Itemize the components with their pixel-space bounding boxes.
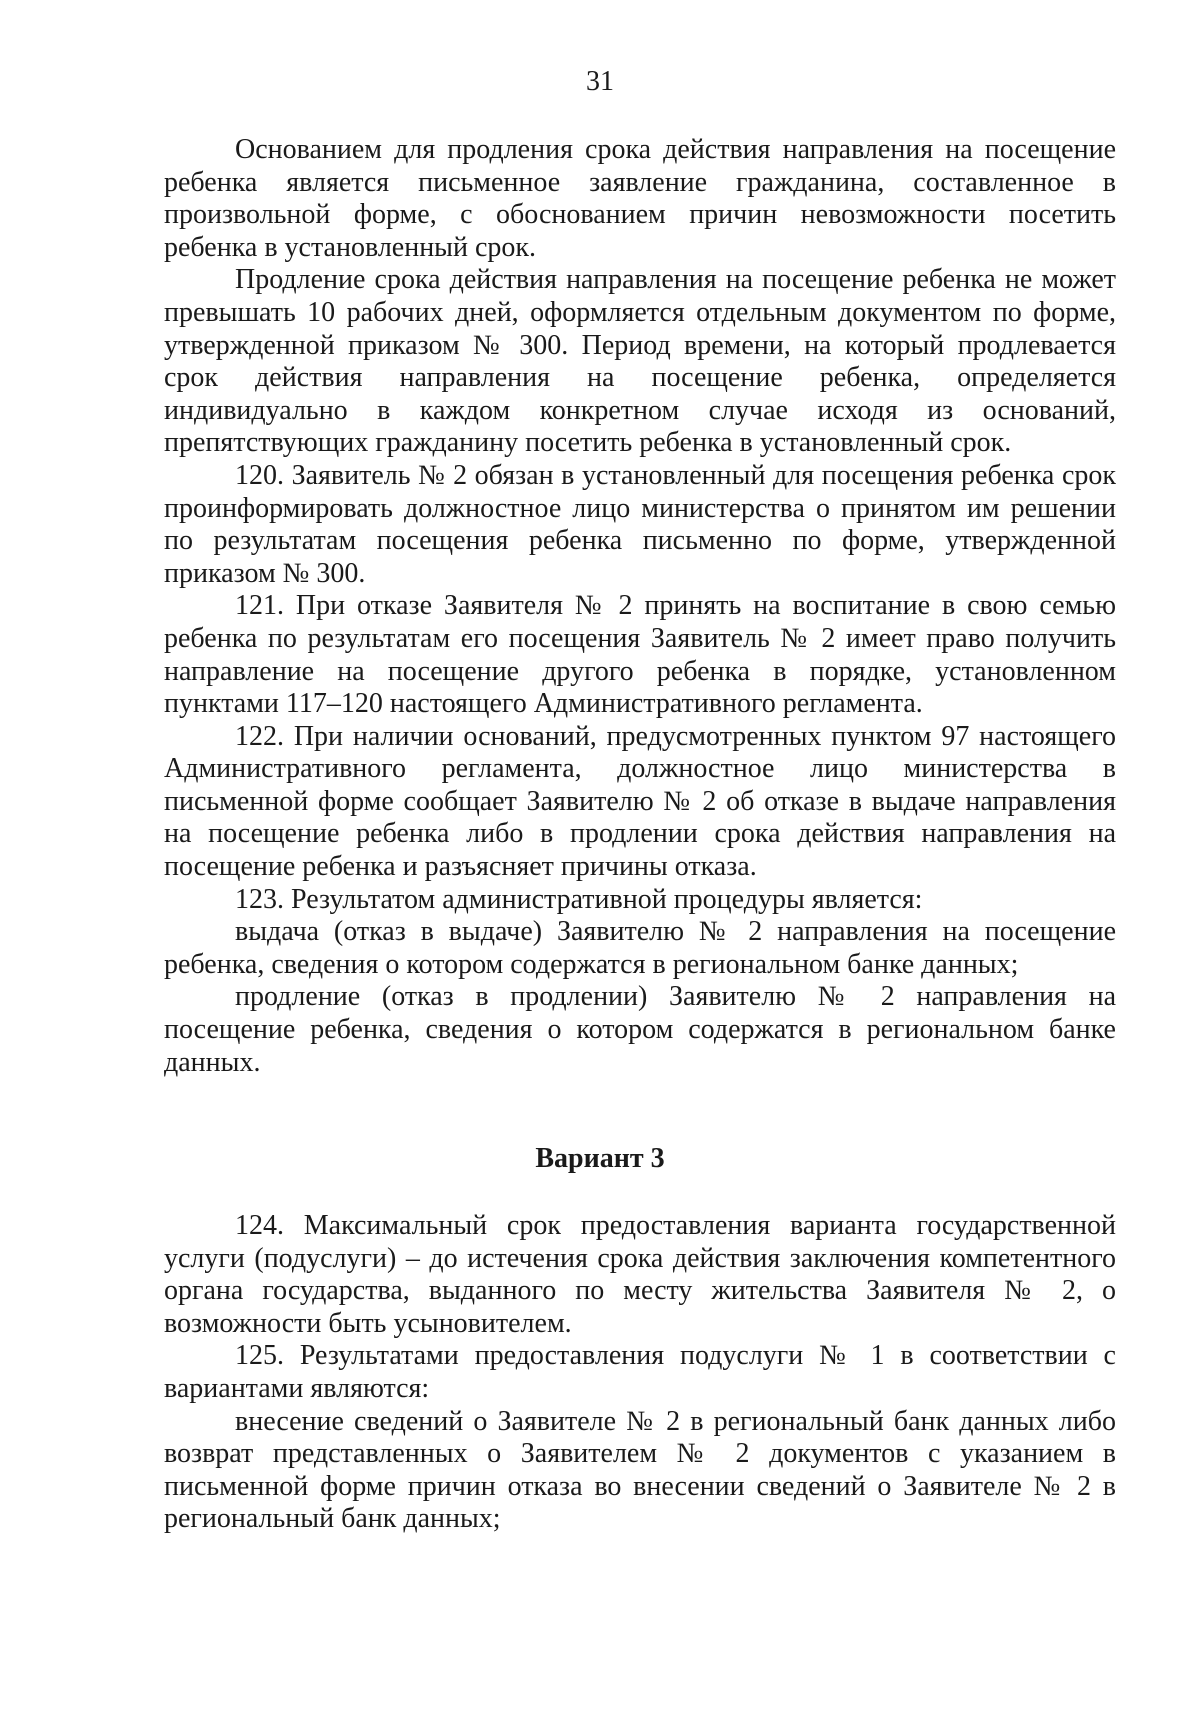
body-text-top <box>164 134 1116 1079</box>
page-number: 31 <box>586 66 614 97</box>
paragraph-123: 123. Результатом административной процедуры является: <box>235 883 923 915</box>
body-text-bottom <box>164 1210 1116 1536</box>
paragraph-extension-basis: Основанием для продления срока действия направления на посещение ребенка является письменное заявление гражданина, составленное в произвольной форме, с обоснованием причин невозможности посетить ребенка в установленный срок. <box>164 134 1116 263</box>
paragraph-124: 124. Максимальный срок предоставления варианта государственной услуги (подуслуги) – до истечения срока действия заключения компетентного органа государства, выданного по месту жительства Заявителя № 2, о возможности быть усыновителем. <box>164 1210 1116 1339</box>
paragraph-122: 122. При наличии оснований, предусмотренных пунктом 97 настоящего Административного регламента, должностное лицо министерства в письменной форме сообщает Заявителю № 2 об отказе в выдаче направления на посещение ребенка либо в продлении срока действия направления на посещение ребенка и разъясняет причины отказа. <box>164 720 1116 883</box>
paragraph-120: 120. Заявитель № 2 обязан в установленный для посещения ребенка срок проинформировать должностное лицо министерства о принятом им решении по результатам посещения ребенка письменно по форме, утвержденной приказом № 300. <box>164 459 1116 589</box>
section-heading-variant-3: Вариант 3 <box>535 1143 665 1174</box>
paragraph-125-result-entry: внесение сведений о Заявителе № 2 в региональный банк данных либо возврат представленных о Заявителем № 2 документов с указанием в письменной форме причин отказа во внесении сведений о Заявителе № 2 в региональный банк данных; <box>164 1405 1116 1535</box>
paragraph-125: 125. Результатами предоставления подуслуги № 1 в соответствии с вариантами являются: <box>164 1340 1116 1404</box>
paragraph-123-result-issue: выдача (отказ в выдаче) Заявителю № 2 направления на посещение ребенка, сведения о котором содержатся в региональном банке данных; <box>164 916 1116 980</box>
paragraph-123-result-extension: продление (отказ в продлении) Заявителю № 2 направления на посещение ребенка, сведения о котором содержатся в региональном банке данных. <box>164 981 1116 1078</box>
paragraph-extension-duration: Продление срока действия направления на посещение ребенка не может превышать 10 рабочих дней, оформляется отдельным документом по форме, утвержденной приказом № 300. Период времени, на который продлевается срок действия направления на посещение ребенка, определяется индивидуально в каждом конкретном случае исходя из оснований, препятствующих гражданину посетить ребенка в установленный срок. <box>164 264 1116 459</box>
paragraph-121: 121. При отказе Заявителя № 2 принять на воспитание в свою семью ребенка по результатам его посещения Заявитель № 2 имеет право получить направление на посещение другого ребенка в порядке, установленном пунктами 117–120 настоящего Административного регламента. <box>164 590 1116 720</box>
